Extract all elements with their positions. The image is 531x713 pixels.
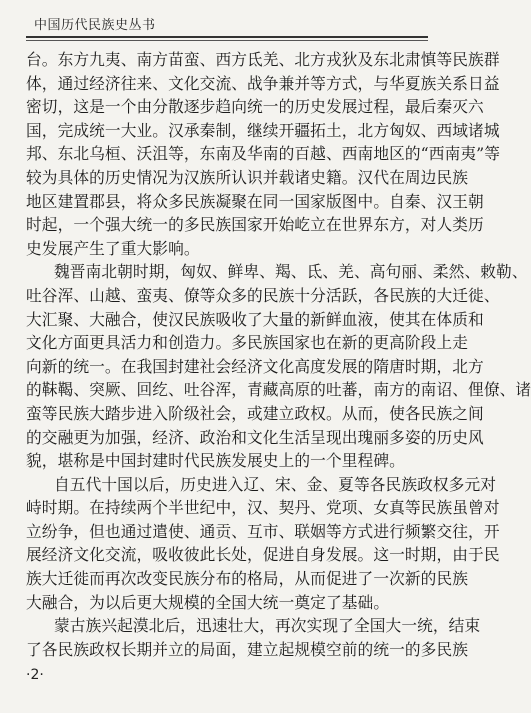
text-line: 立纷争，但也通过遣使、通贡、互市、联姻等方式进行频繁交往，开 xyxy=(26,521,500,541)
text-line: 地区建置郡县，将众多民族凝聚在同一国家版图中。自秦、汉王朝 xyxy=(26,191,484,211)
text-line: 貌，堪称是中国封建时代民族发展史上的一个里程碑。 xyxy=(26,451,405,471)
text-line: 邦、东北乌桓、沃沮等，东南及华南的百越、西南地区的“西南夷”等 xyxy=(26,144,501,164)
text-line: 文化方面更具活力和创造力。多民族国家也在新的更高阶段上走 xyxy=(26,333,469,353)
text-line: 展经济文化交流，吸收彼此长处，促进自身发展。这一时期，由于民 xyxy=(26,545,500,565)
text-line: 时起，一个强大统一的多民族国家开始屹立在世界东方，对人类历 xyxy=(26,215,484,235)
text-line: 峙时期。在持续两个半世纪中，汉、契丹、党项、女真等民族虽曾对 xyxy=(26,498,500,518)
text-line: 体，通过经济往来、文化交流、战争兼并等方式，与华夏族关系日益 xyxy=(26,73,500,93)
text-line: 台。东方九夷、南方苗蛮、西方氐羌、北方戎狄及东北肃慎等民族群 xyxy=(26,50,500,69)
text-line: 吐谷浑、山越、蛮夷、僚等众多的民族十分活跃，各民族的大迁徙、 xyxy=(26,285,500,305)
paragraph-start-line: 魏晋南北朝时期，匈奴、鲜卑、羯、氐、羌、高句丽、柔然、敕勒、 xyxy=(54,262,528,282)
paragraph-start-line: 自五代十国以后，历史进入辽、宋、金、夏等各民族政权多元对 xyxy=(54,474,497,494)
header-rule-thin xyxy=(26,40,428,41)
header-rule xyxy=(26,36,428,38)
paragraph-start-line: 蒙古族兴起漠北后，迅速壮大，再次实现了全国大一统，结束 xyxy=(54,616,481,636)
text-line: 密切，这是一个由分散逐步趋向统一的历史发展过程，最后秦灭六 xyxy=(26,97,484,117)
running-header: 中国历代民族史丛书 xyxy=(34,18,156,33)
text-line: 大融合，为以后更大规模的全国大统一奠定了基础。 xyxy=(26,592,390,612)
text-line: 史发展产生了重大影响。 xyxy=(26,238,200,258)
text-line: 较为具体的历史情况为汉族所认识并载诸史籍。汉代在周边民族 xyxy=(26,167,469,187)
page-number: ·2· xyxy=(26,667,44,683)
text-line: 的交融更为加强，经济、政治和文化生活呈现出瑰丽多姿的历史风 xyxy=(26,427,484,447)
text-line: 大汇聚、大融合，使汉民族吸收了大量的新鲜血液，使其在体质和 xyxy=(26,309,484,329)
text-line: 蛮等民族大踏步进入阶级社会，或建立政权。从而，使各民族之间 xyxy=(26,403,484,423)
text-line: 族大迁徙而再次改变民族分布的格局，从而促进了一次新的民族 xyxy=(26,569,469,589)
text-line: 向新的统一。在我国封建社会经济文化高度发展的隋唐时期，北方 xyxy=(26,356,484,376)
body-text xyxy=(26,48,531,661)
text-line: 的靺鞨、突厥、回纥、吐谷浑，青藏高原的吐蕃，南方的南诏、俚僚、诸 xyxy=(26,380,531,400)
text-line: 了各民族政权长期并立的局面，建立起规模空前的统一的多民族 xyxy=(26,639,469,659)
text-line: 国，完成统一大业。汉承秦制，继续开疆拓土，北方匈奴、西域诸城 xyxy=(26,120,500,140)
